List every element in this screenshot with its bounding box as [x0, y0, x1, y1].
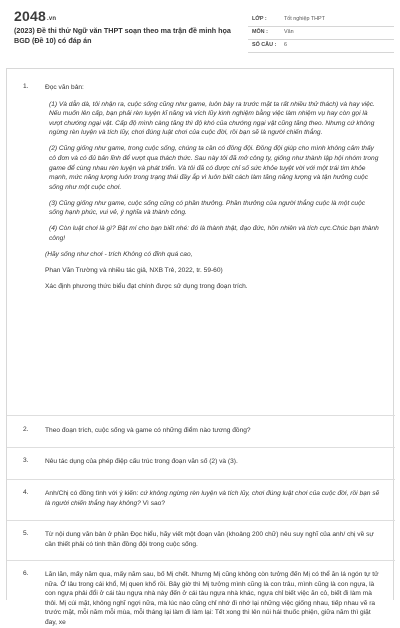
divider: [7, 447, 395, 448]
question-text: Anh/Chị có đồng tình với ý kiến:: [45, 490, 141, 497]
meta-value: 6: [284, 42, 287, 48]
passage-paragraph-4: (4) Còn luật chơi là gì? Bật mí cho bạn biết nhé: đó là thành thật, đạo đức, hồn nhiên và tích cực.Chúc bạn thành công!: [49, 225, 379, 242]
question-number: 1.: [23, 83, 29, 90]
meta-row-count: [248, 40, 394, 53]
meta-row-grade: [248, 14, 394, 27]
question-prompt: Xác định phương thức biểu đạt chính được sử dụng trong đoạn trích.: [45, 282, 248, 290]
question-number: 3.: [23, 457, 29, 464]
meta-label: LỚP :: [252, 16, 267, 22]
question-number: 2.: [23, 426, 29, 433]
question-number: 5.: [23, 530, 29, 537]
question-number: 4.: [23, 489, 29, 496]
divider: [7, 560, 395, 561]
quoted-opinion: cứ không ngừng rèn luyện và tích lũy, chơi đúng luật chơi của cuộc đời, rồi bạn sẽ là người chiến thắng hay không?: [45, 490, 380, 507]
divider: [7, 415, 395, 416]
passage-citation: Phan Văn Trường và nhiều tác giả, NXB Trẻ, 2022, tr. 59-60): [45, 266, 223, 274]
meta-label: SỐ CÂU :: [252, 42, 277, 48]
question-text-end: Vì sao?: [140, 499, 165, 507]
meta-row-subject: [248, 27, 394, 40]
passage-source: (Hãy sống như chơi - trích Không có đỉnh quá cao,: [45, 250, 193, 258]
question-body: Theo đoạn trích, cuộc sống và game có những điểm nào tương đồng?: [45, 427, 251, 434]
meta-label: MÔN :: [252, 29, 268, 35]
passage-paragraph-3: (3) Cũng giống như game, cuộc sống cũng có phần thưởng. Phần thưởng của người thắng cuộc là một cuộc sống hạnh phúc, vui vẻ, ý nghĩa và thành công.: [49, 199, 366, 217]
passage-paragraph-2: (2) Cũng giống như game, trong cuộc sống, chúng ta cần có đồng đội. Đồng đội giúp cho mình không cảm thấy cô đơn và có đủ bản lĩnh để vượt qua thách thức. Sau này tôi đã mở công ty, giống như thành lập hội nhóm trong game để cùng nhau rèn luyện và phát triển. Và tôi đã có được chỉ số sức khỏe tuyệt vời với một trái tim khỏe mạnh, mức năng lượng luôn trong trạng thái đầy ắp vì luôn biết cách làm tăng năng lượng và tận hưởng cuộc sống như một cuộc chơi.: [49, 145, 379, 191]
divider: [7, 479, 395, 480]
logo-suffix: .vn: [46, 16, 57, 22]
header: [0, 0, 400, 62]
question-body: [45, 83, 380, 291]
question-list: [6, 68, 394, 626]
question-body: Nêu tác dụng của phép điệp cấu trúc trong đoạn văn số (2) và (3).: [45, 458, 238, 465]
site-logo[interactable]: [14, 8, 56, 24]
document-title: (2023) Đề thi thử Ngữ văn THPT soạn theo ma trận đề minh họa BGD (Đề 10) có đáp án: [14, 26, 231, 45]
question-body: Lăn lăn, mấy năm qua, mấy năm sau, bố Mị chết. Nhưng Mị cũng không còn tưởng đến Mị có thể ăn lá ngón tự tử nữa. Ở lâu trong cái khổ, Mị quen khổ rồi. Bây giờ thì Mị tưởng mình cũng là con trâu, mình cũng là con ngựa, là con ngựa phải đổi ở cái tàu ngựa nhà này đến ở cái tàu ngựa nhà khác, ngựa chỉ biết việc ăn cỏ, biết đi làm mà thôi. Mị cúi mặt, không nghĩ ngợi nữa, mà lúc nào cũng chỉ nhớ đi nhớ lại những việc giống nhau, tiếp nhau vẽ ra trước mặt, mỗi năm mỗi mùa, mỗi tháng lại làm đi làm lại: Tết xong thì lên núi hái thuốc phiện, giữa năm thì giặt đay, xe: [45, 571, 379, 626]
meta-value: Văn: [284, 29, 294, 35]
question-body: [45, 489, 380, 508]
passage-paragraph-1: (1) Và dẫn dà, tôi nhận ra, cuộc sống cũng như game, luôn bày ra trước mặt ta rất nhiều thử thách) và hay việc. Nếu muốn lên cấp, bạn phải rèn luyện kĩ năng và vích lũy kinh nghiệm bằng việc làm nhiệm vụ hay còn gọi là vượt chướng ngại vật. Cấp độ mình càng tăng thì độ khó của chướng ngại vật cũng tăng theo. Nhưng cứ không ngừng rèn luyện và tích lũy, chơi đúng luật chơi của cuộc đời, rồi bạn sẽ là người chiến thắng.: [49, 100, 375, 137]
question-heading: Đọc văn bản:: [45, 84, 84, 91]
question-body: Từ nội dung văn bản ở phần Đọc hiểu, hãy viết một đoạn văn (khoảng 200 chữ) nêu suy nghĩ của anh/ chị về sự cần thiết phải có tinh thần đồng đội trong cuộc sống.: [45, 531, 374, 548]
logo-main: 2048: [14, 8, 46, 24]
divider: [7, 520, 395, 521]
meta-table: [248, 14, 394, 53]
question-number: 6.: [23, 570, 29, 577]
meta-value: Tốt nghiệp THPT: [284, 16, 325, 22]
